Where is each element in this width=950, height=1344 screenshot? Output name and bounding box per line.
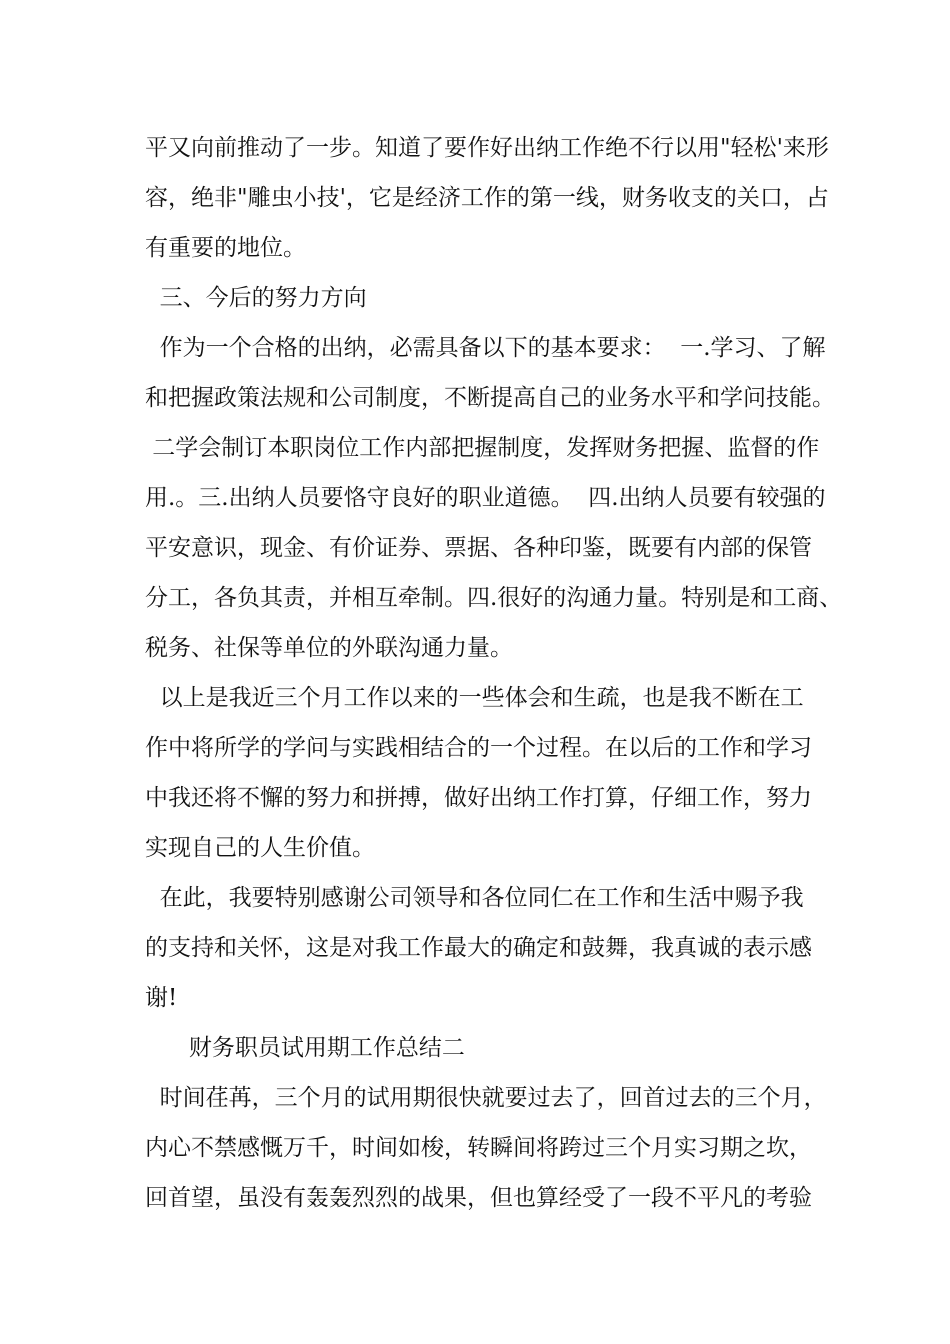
text-line: 有重要的地位。 [145, 235, 306, 261]
text-line: 作为一个合格的出纳，必需具备以下的基本要求： 一.学习、了解 [145, 335, 826, 361]
text-line: 平又向前推动了一步。知道了要作好出纳工作绝不行以用"轻松'来形 [145, 135, 829, 161]
text-line: 内心不禁感慨万千，时间如梭，转瞬间将跨过三个月实习期之坎， [145, 1135, 812, 1161]
section-heading: 三、今后的努力方向 [145, 285, 367, 311]
text-line: 实现自己的人生价值。 [145, 835, 375, 861]
section-title: 财务职员试用期工作总结二 [145, 1035, 465, 1061]
text-line: 以上是我近三个月工作以来的一些体会和生疏，也是我不断在工 [145, 685, 804, 711]
text-line: 容，绝非"雕虫小技'，它是经济工作的第一线，财务收支的关口，占 [145, 185, 829, 211]
text-line: 的支持和关怀，这是对我工作最大的确定和鼓舞，我真诚的表示感 [145, 935, 812, 961]
text-line: 分工，各负其责，并相互牵制。四.很好的沟通力量。特别是和工商、 [145, 585, 843, 611]
text-line: 和把握政策法规和公司制度，不断提高自己的业务水平和学问技能。 [145, 385, 835, 411]
text-line: 在此，我要特别感谢公司领导和各位同仁在工作和生活中赐予我 [145, 885, 804, 911]
text-line: 税务、社保等单位的外联沟通力量。 [145, 635, 513, 661]
text-line: 时间荏苒，三个月的试用期很快就要过去了，回首过去的三个月， [145, 1085, 827, 1111]
text-line: 二学会制订本职岗位工作内部把握制度，发挥财务把握、监督的作 [145, 435, 820, 461]
text-line: 用.。三.出纳人员要恪守良好的职业道德。 四.出纳人员要有较强的 [145, 485, 826, 511]
text-line: 回首望，虽没有轰轰烈烈的战果，但也算经受了一段不平凡的考验 [145, 1185, 812, 1211]
text-line: 谢! [145, 985, 178, 1011]
text-line: 作中将所学的学问与实践相结合的一个过程。在以后的工作和学习 [145, 735, 812, 761]
text-line: 平安意识，现金、有价证券、票据、各种印鉴，既要有内部的保管 [145, 535, 812, 561]
text-line: 中我还将不懈的努力和拼搏，做好出纳工作打算，仔细工作，努力 [145, 785, 812, 811]
